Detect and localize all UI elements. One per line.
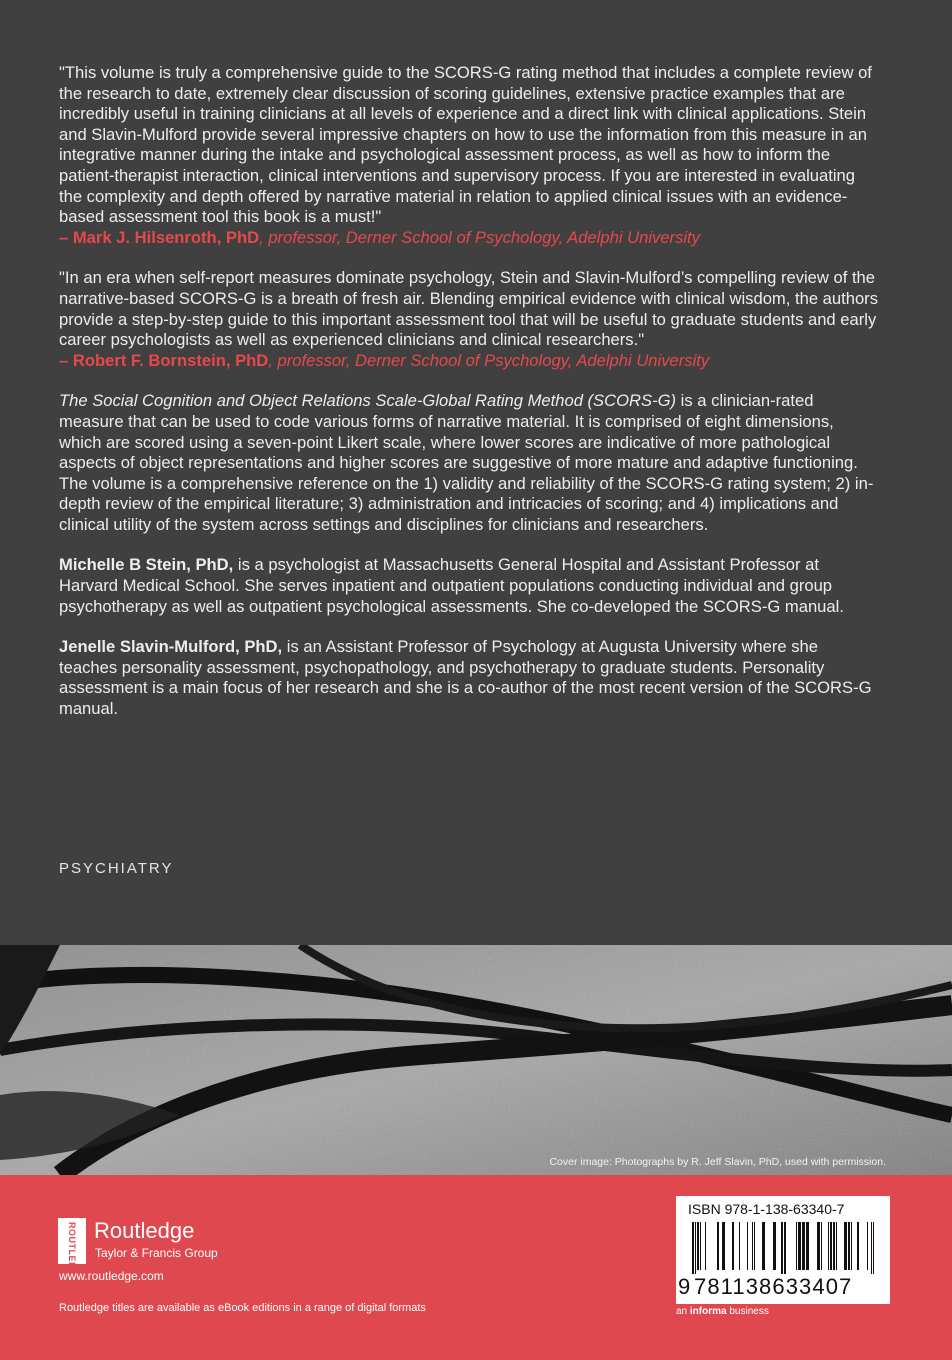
author-bio-1 <box>59 555 879 617</box>
barcode-bar <box>700 1222 701 1270</box>
barcode-bar <box>833 1222 835 1270</box>
text-column <box>59 63 879 740</box>
informa-tagline-suffix: business <box>726 1306 769 1317</box>
barcode-bar <box>717 1222 719 1270</box>
author-bio-text-2: is an Assistant Professor of Psychology at Augusta University where she teaches personality assessment, psychopathology, and psychotherapy to graduate students. Personality assessment is a main focus of her research and she is a co-author of the most recent version of the SCORS-G manual. <box>59 637 872 719</box>
endorser-role-1: , professor, Derner School of Psychology, Adelphi University <box>259 227 700 247</box>
publisher-name: Routledge <box>94 1218 195 1243</box>
endorsement-attribution-1 <box>59 228 879 249</box>
barcode-bar <box>781 1222 783 1274</box>
endorsement-quote-2: "In an era when self-report measures dominate psychology, Stein and Slavin-Mulford’s compelling review of the narrative-based SCORS-G is a breath of fresh air. Blending empirical evidence with clinical wisdom, the authors provide a step-by-step guide to this important assessment tool that will be useful to graduate students and early career psychologists as well as experienced clinicians and clinical researchers." <box>59 268 879 350</box>
barcode-bar <box>867 1222 868 1270</box>
endorsement-attribution-2 <box>59 351 879 372</box>
cover-photograph <box>0 945 952 1175</box>
barcode-bar <box>828 1222 829 1270</box>
isbn-label: ISBN 978-1-138-63340-7 <box>688 1201 845 1217</box>
barcode-bar <box>705 1222 706 1270</box>
barcode-panel <box>676 1196 890 1304</box>
barcode-bar <box>732 1222 734 1270</box>
barcode-bar <box>739 1222 740 1270</box>
author-name-1: Michelle B Stein, PhD, <box>59 555 234 575</box>
publisher-url[interactable]: www.routledge.com <box>59 1269 164 1283</box>
book-description <box>59 391 879 535</box>
barcode-bar <box>873 1222 874 1274</box>
barcode-bar <box>821 1222 822 1270</box>
publisher-group: Taylor & Francis Group <box>95 1246 218 1260</box>
barcode-bar <box>697 1222 699 1270</box>
barcode-bar <box>796 1222 797 1270</box>
cover-image-credit: Cover image: Photographs by R. Jeff Slavin, PhD, used with permission. <box>549 1156 886 1168</box>
barcode-bar <box>722 1222 725 1270</box>
informa-tagline-prefix: an <box>676 1306 690 1317</box>
barcode-bar <box>857 1222 859 1270</box>
routledge-logo-text: ROUTLEDGE <box>67 1222 77 1284</box>
barcode-bar <box>747 1222 748 1270</box>
barcode-bar <box>817 1222 820 1270</box>
barcode-bar <box>806 1222 809 1270</box>
endorsement-quote-1: "This volume is truly a comprehensive guide to the SCORS-G rating method that includes a complete review of the research to date, extremely clear discussion of scoring guidelines, extensive practice examples that are incredibly useful in training clinicians at all levels of experience and a direct link with clinical applications. Stein and Slavin-Mulford provide several impressive chapters on how to use the information from this measure in an integrative manner during the intake and psychological assessment process, as well as how to inform the patient-therapist interaction, clinical interventions and supervisory process. If you are interested in evaluating the complexity and depth offered by narrative material in relation to applied clinical issues with an evidence-based assessment tool this book is a must!" <box>59 63 872 227</box>
barcode-bar <box>752 1222 753 1270</box>
barcode-bar <box>836 1222 837 1270</box>
barcode-bar <box>798 1222 801 1270</box>
barcode-bar <box>830 1222 832 1270</box>
subject-category: PSYCHIATRY <box>59 860 174 877</box>
endorser-name-2: – Robert F. Bornstein, PhD <box>59 350 269 370</box>
endorser-role-2: , professor, Derner School of Psychology, Adelphi University <box>268 350 710 370</box>
barcode-bar <box>754 1222 755 1270</box>
barcode-bar <box>784 1222 786 1274</box>
barcode-bar <box>802 1222 805 1270</box>
barcode-bar <box>848 1222 850 1270</box>
barcode-bar <box>871 1222 872 1274</box>
barcode-bars <box>692 1222 874 1274</box>
author-name-2: Jenelle Slavin-Mulford, PhD, <box>59 637 283 657</box>
informa-tagline <box>676 1306 769 1317</box>
barcode-first-digit: 9 <box>678 1274 691 1299</box>
barcode-bar <box>844 1222 847 1270</box>
author-bio-2 <box>59 637 879 719</box>
ebook-note: Routledge titles are available as eBook editions in a range of digital formats <box>59 1302 426 1314</box>
author-bio-text-1: is a psychologist at Massachusetts General Hospital and Assistant Professor at Harvard Medical School. She serves inpatient and outpatient populations conducting individual and group psychotherapy as well as outpatient psychological assessments. She co-developed the SCORS-G manual. <box>59 555 844 616</box>
book-description-title: The Social Cognition and Object Relations Scale-Global Rating Method (SCORS-G) <box>59 391 677 411</box>
barcode-bar <box>695 1222 696 1274</box>
barcode-bar <box>773 1222 776 1270</box>
barcode-number: 781138633407 <box>694 1274 853 1299</box>
endorser-name-1: – Mark J. Hilsenroth, PhD <box>59 227 260 247</box>
barcode-bar <box>692 1222 694 1274</box>
routledge-logo-icon <box>58 1218 86 1284</box>
barcode-bar <box>762 1222 765 1270</box>
informa-tagline-bold: informa <box>689 1306 727 1317</box>
barcode-bar <box>851 1222 852 1270</box>
book-description-text: is a clinician-rated measure that can be used to code various forms of narrative material. It is comprised of eight dimensions, which are scored using a seven-point Likert scale, where lower scores are indicative of more pathological aspects of object representations and higher scores are suggestive of more mature and adaptive functioning. The volume is a comprehensive reference on the 1) validity and reliability of the SCORS-G rating system; 2) in-depth review of the empirical literature; 3) administration and intricacies of scoring; and 4) implications and clinical utility of the system across settings and disciplines for clinicians and researchers. <box>59 391 874 534</box>
